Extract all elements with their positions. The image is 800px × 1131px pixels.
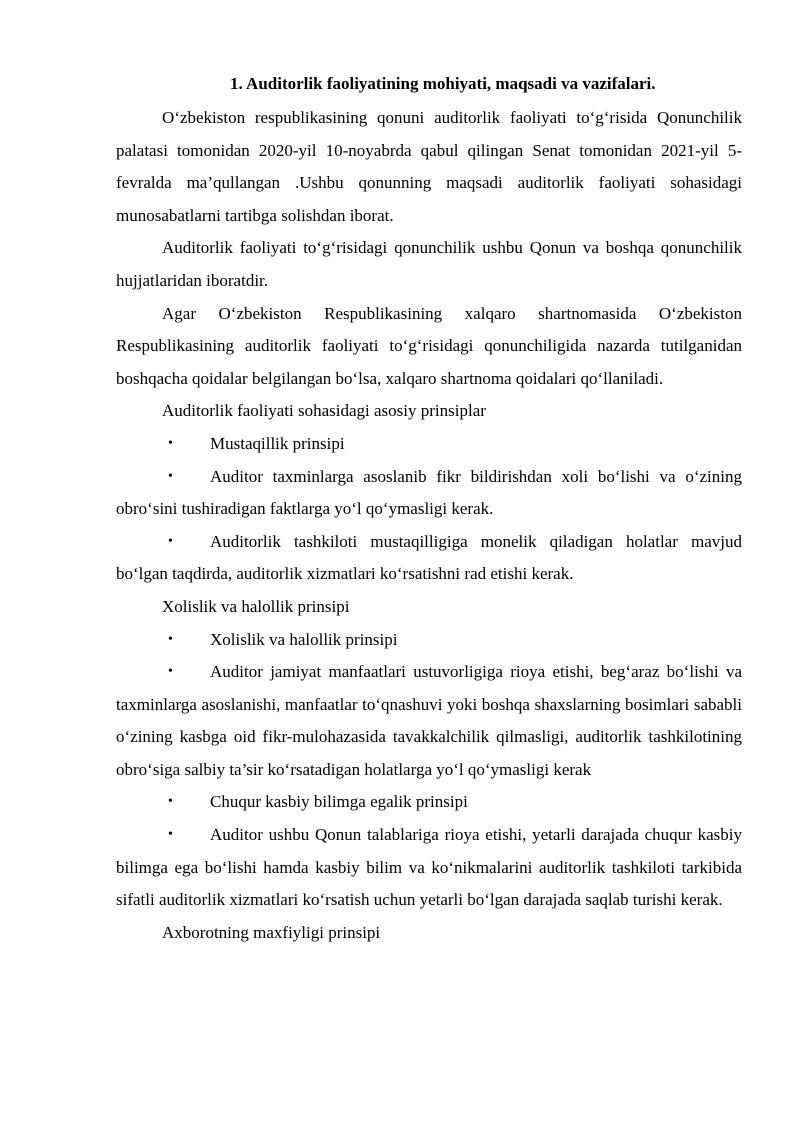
objectivity-title: Xolislik va halollik prinsipi [162,596,350,616]
bullet-item [116,656,742,786]
bullet-icon: • [168,435,173,451]
bullet-text: Auditorlik tashkiloti mustaqilligiga monelik qiladigan holatlar mavjud bo‘lgan taqdirda, auditorlik xizmatlari ko‘rsatishni rad etishi kerak. [116,531,742,584]
bullet-text-competence: Chuqur kasbiy bilimga egalik prinsipi [210,792,468,812]
bullet-icon: • [168,827,173,843]
bullet-item [116,526,742,591]
bullet-text-objectivity: Xolislik va halollik prinsipi [210,629,398,649]
section-heading: 1. Auditorlik faoliyatining mohiyati, maqsadi va vazifalari. [230,74,656,93]
bullet-icon: • [168,664,173,680]
paragraph-international-treaty: Agar O‘zbekiston Respublikasining xalqaro shartnomasida O‘zbekiston Respublikasining auditorlik faoliyati to‘g‘risidagi qonunchiligida nazarda tutilganidan boshqacha qoidalar belgilangan bo‘lsa, xalqaro shartnoma qoidalari qo‘llaniladi. [116,303,742,388]
confidentiality-title: Axborotning maxfiyligi prinsipi [162,922,381,942]
bullet-text: Auditor taxminlarga asoslanib fikr bildirishdan xoli bo‘lishi va o‘zining obro‘sini tushiradigan faktlarga yo‘l qo‘ymasligi kerak. [116,466,742,519]
paragraph-legislation: Auditorlik faoliyati to‘g‘risidagi qonunchilik ushbu Qonun va boshqa qonunchilik hujjatlaridan iboratdir. [116,238,742,290]
bullet-icon: • [168,533,173,549]
bullet-item [116,819,742,917]
bullet-item [116,428,742,461]
principles-intro: Auditorlik faoliyati sohasidagi asosiy prinsiplar [162,401,486,421]
bullet-icon: • [168,631,173,647]
bullet-text: Auditor jamiyat manfaatlari ustuvorligiga rioya etishi, beg‘araz bo‘lishi va taxminlarga asoslanishi, manfaatlar to‘qnashuvi yoki boshqa shaxslarning bosimlari sababli o‘zining kasbga oid fikr-mulohazasida tavakkalchilik qilmasligi, auditorlik tashkilotining obro‘siga salbiy ta’sir ko‘rsatadigan holatlarga yo‘l qo‘ymasligi kerak [116,662,742,779]
bullet-text: Auditor ushbu Qonun talablariga rioya etishi, yetarli darajada chuqur kasbiy bilimga ega bo‘lishi hamda kasbiy bilim va ko‘nikmalarini auditorlik tashkiloti tarkibida sifatli auditorlik xizmatlari ko‘rsatish uchun yetarli bo‘lgan darajada saqlab turishi kerak. [116,825,742,910]
bullet-item [116,624,742,657]
bullet-item [116,461,742,526]
bullet-icon: • [168,794,173,810]
paragraph-law-intro: O‘zbekiston respublikasining qonuni auditorlik faoliyati to‘g‘risida Qonunchilik palatasi tomonidan 2020-yil 10-noyabrda qabul qilingan Senat tomonidan 2021-yil 5-fevralda ma’qullangan .Ushbu qonunning maqsadi auditorlik faoliyati sohasidagi munosabatlarni tartibga solishdan iborat. [116,108,742,225]
bullet-icon: • [168,468,173,484]
bullet-item [116,786,742,819]
bullet-text-independence: Mustaqillik prinsipi [210,433,345,453]
